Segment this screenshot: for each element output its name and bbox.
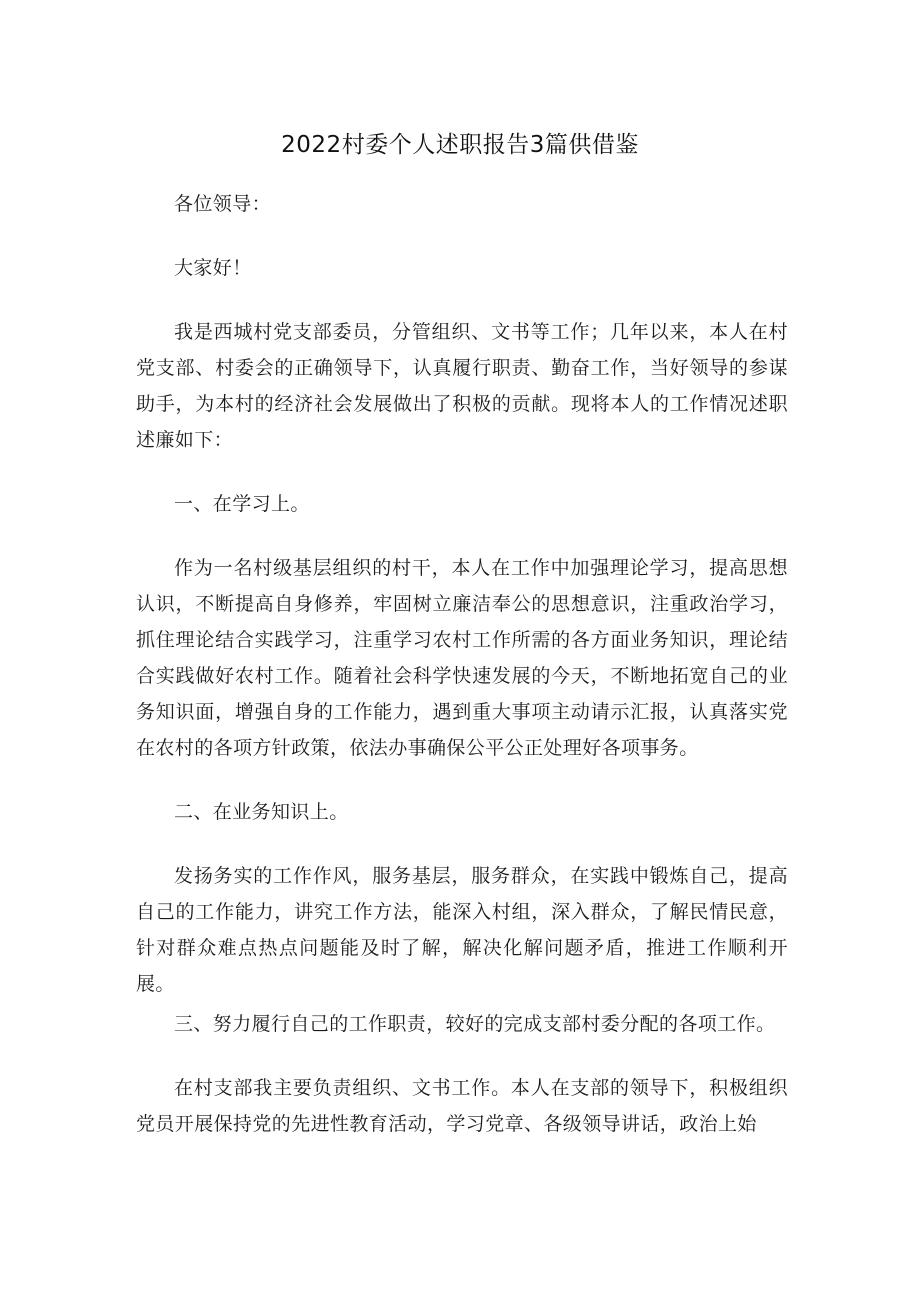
section-heading-duties: 三、努力履行自己的工作职责，较好的完成支部村委分配的各项工作。 <box>174 1013 776 1035</box>
document-body <box>136 186 788 1170</box>
study-paragraph: 作为一名村级基层组织的村干，本人在工作中加强理论学习，提高思想认识，不断提高自身修养，牢固树立廉洁奉公的思想意识，注重政治学习，抓住理论结合实践学习，注重学习农村工作所需的各方面业务知识，理论结合实践做好农村工作。随着社会科学快速发展的今天，不断地拓宽自己的业务知识面，增强自身的工作能力，遇到重大事项主动请示汇报，认真落实党在农村的各项方针政策，依法办事确保公平公正处理好各项事务。 <box>136 557 788 759</box>
section-heading-study: 一、在学习上。 <box>174 493 310 515</box>
intro-paragraph: 我是西城村党支部委员，分管组织、文书等工作；几年以来，本人在村党支部、村委会的正确领导下，认真履行职责、勤奋工作，当好领导的参谋助手，为本村的经济社会发展做出了积极的贡献。现将本人的工作情况述职述廉如下： <box>136 321 788 451</box>
document-title: 2022村委个人述职报告3篇供借鉴 <box>281 132 639 158</box>
duties-paragraph: 在村支部我主要负责组织、文书工作。本人在支部的领导下，积极组织党员开展保持党的先进性教育活动，学习党章、各级领导讲话，政治上始 <box>136 1077 788 1135</box>
greeting: 大家好！ <box>174 257 252 279</box>
salutation: 各位领导： <box>174 193 272 215</box>
knowledge-paragraph: 发扬务实的工作作风，服务基层，服务群众，在实践中锻炼自己，提高自己的工作能力，讲究工作方法，能深入村组，深入群众，了解民情民意，针对群众难点热点问题能及时了解，解决化解问题矛盾，推进工作顺利开展。 <box>136 865 788 995</box>
section-heading-knowledge: 二、在业务知识上。 <box>174 801 349 823</box>
